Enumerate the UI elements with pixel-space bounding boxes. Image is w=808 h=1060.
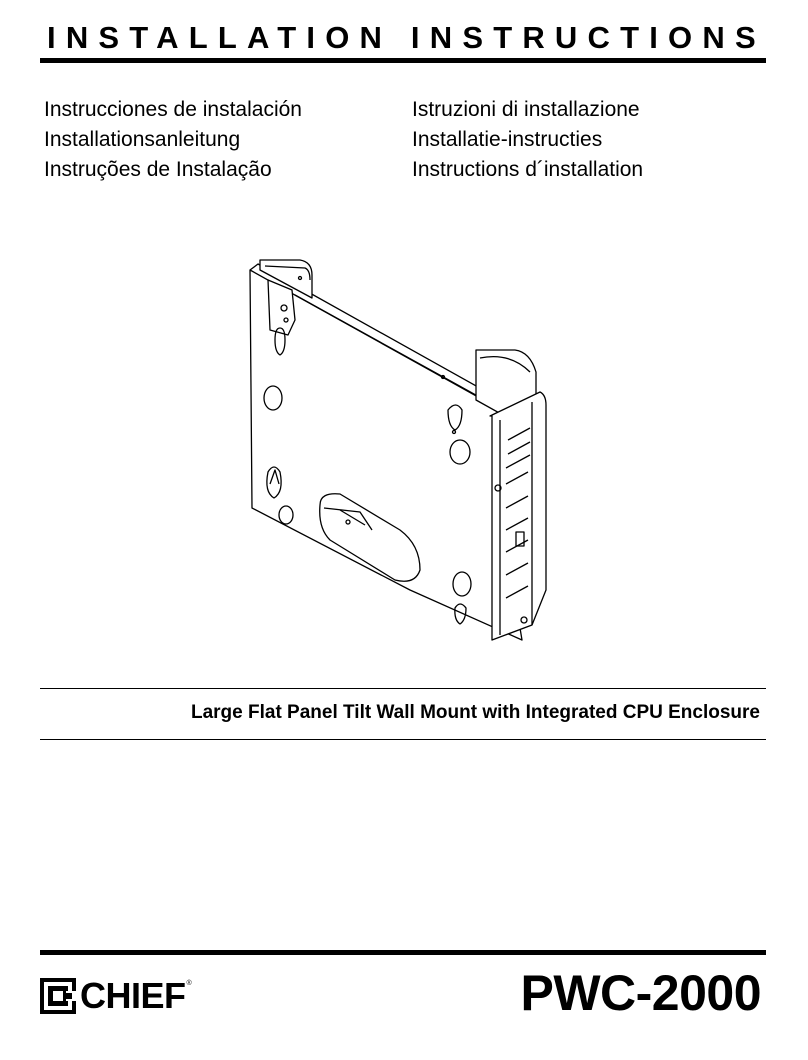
language-list-right	[412, 95, 643, 185]
language-title-spanish: Instrucciones de instalación	[44, 98, 302, 121]
registered-mark: ®	[186, 980, 192, 987]
title-bar	[40, 18, 766, 63]
brand-name: CHIEF	[80, 975, 186, 1016]
footer-rule	[40, 950, 766, 955]
page-title: INSTALLATION INSTRUCTIONS	[47, 20, 766, 55]
chief-logo-mark-icon	[40, 978, 76, 1014]
language-title-portuguese: Instruções de Instalação	[44, 158, 272, 181]
chief-logo	[40, 975, 192, 1016]
language-title-german: Installationsanleitung	[44, 128, 241, 151]
wall-mount-illustration-icon	[200, 240, 600, 670]
subtitle-rule-top	[40, 688, 766, 689]
language-title-dutch: Installatie-instructies	[412, 128, 603, 151]
language-list-left	[44, 95, 302, 185]
product-description: Large Flat Panel Tilt Wall Mount with Integrated CPU Enclosure	[190, 702, 760, 723]
subtitle-rule-bottom	[40, 739, 766, 740]
model-number: PWC-2000	[520, 965, 761, 1021]
language-title-italian: Istruzioni di installazione	[412, 98, 640, 121]
language-title-french: Instructions d´installation	[412, 158, 644, 181]
